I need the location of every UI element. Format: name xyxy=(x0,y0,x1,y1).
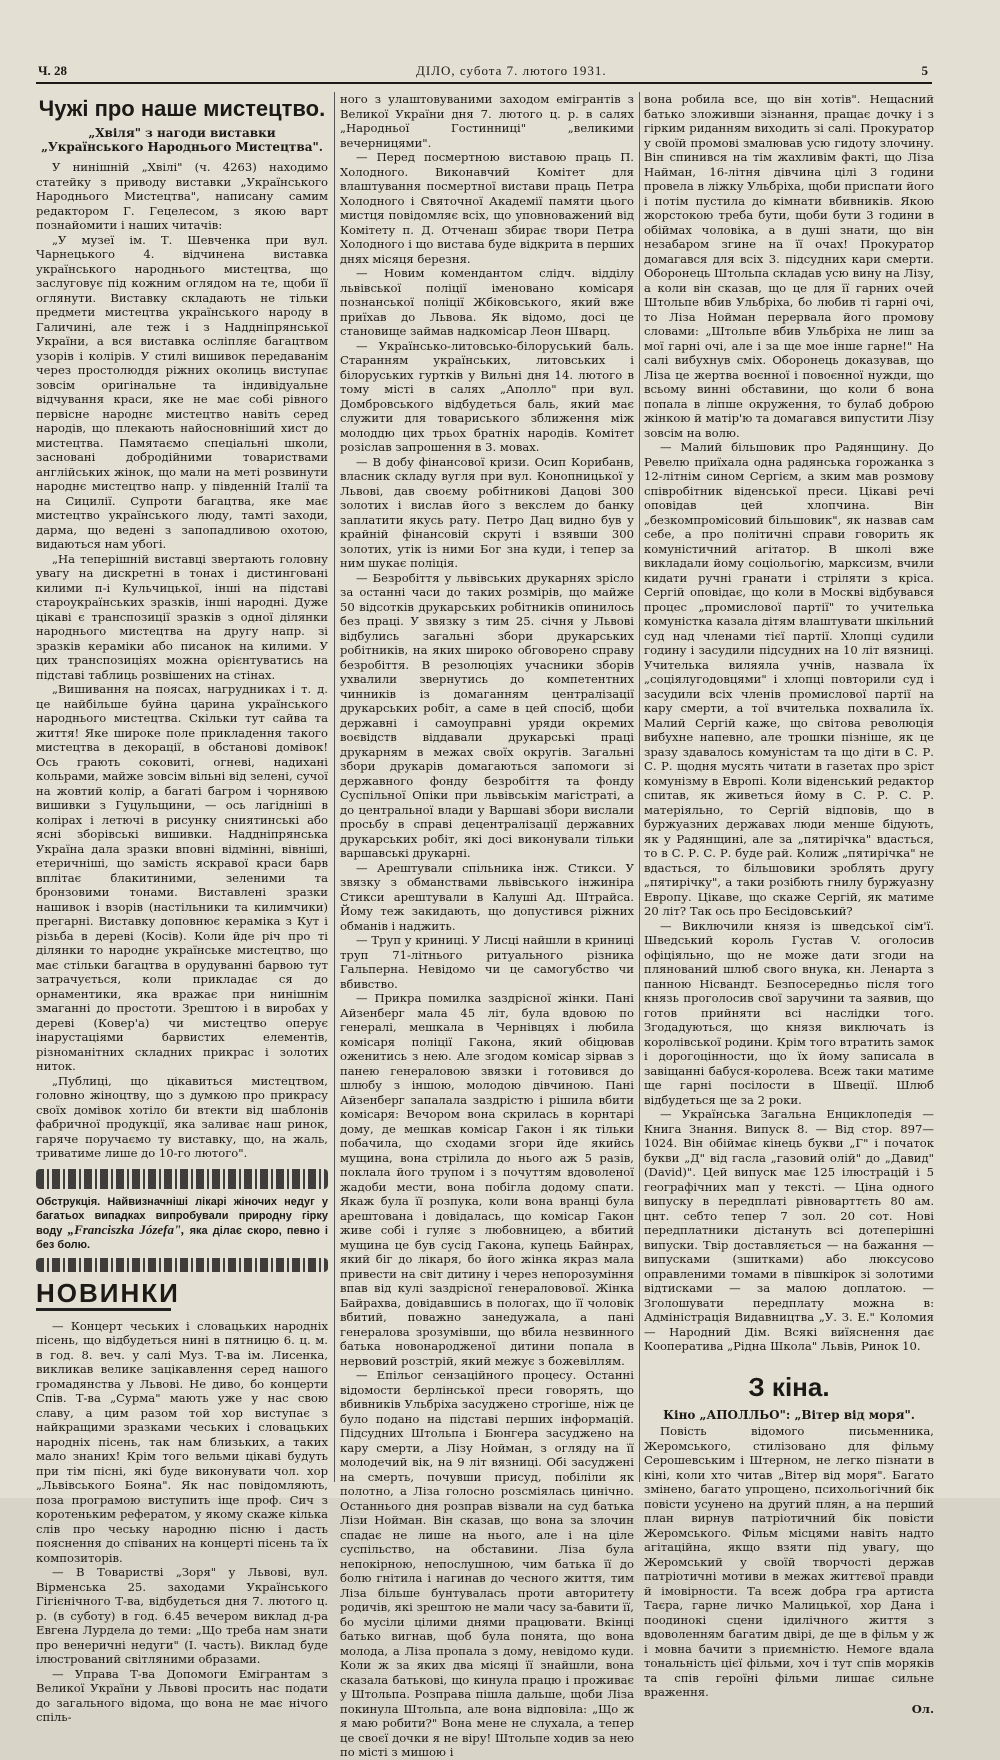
paragraph: „Вишивання на поясах, нагрудниках і т. д. це найбільше буйна царина українського народнього мистецтва. Скільки тут сайва та життя! Яке широке поле прикладення такого мистецтва в декорації, в обстанові домівок! Ось грають соковиті, огневі, надихані кольрами, майже зовсім вільні від зелені, сучої на жовтий колір, а багаті багром і чорнявою вишивки з Гуцульщини, — ось лагідніші в колірах і летючі в рисунку сниятинські або ясні зборівські вишивки. Наддніпрянська Україна дала зразки вповні відмінні, вівніші, етеричніші, що замість яскравої краси барв вплітає блакитиними, зеленими та бронзовими тонами. Виставлені зразки нашивок і взорів (настільники та килимчики) прегарні. Виставку доповнює кераміка з Кут і різьба в дереві (Косів). Коли йде річ про ті ділянки то народнє українське мистецтво, що має стільки багацтва в орудуванні барвою тут затрачується, коли прикладає ся до орнаментики, яка вражає при нинішнім змаганні до простоти. Зрештою і в виробах у дереві (Ковер'а) чи мистецтво оперує інарустаціями барвистих елементів, різноманітних складних прикрас і золотих ниток. xyxy=(36,682,328,1073)
paragraph: — В Товаристві „Зоря" у Львові, вул. Вірменська 25. заходами Українського Гігієнічного Т-ва, відбудеться дня 7. лютого ц. р. (в суботу) в год. 6.45 вечером виклад д-ра Евгена Лурдела до теми: „Що треба нам знати про венеричні недуги" (І. часть). Виклад буде ілюстрований світляними образами. xyxy=(36,1565,328,1666)
paragraph: — Українська Загальна Енциклопедія — Книга Знання. Випуск 8. — Від стор. 897—1024. Він обіймає кінець букви „Г" і початок букви „Д" від гасла „газовий олій" до „Давид" (David)". Цей випуск має 125 ілюстрацій і 5 географічних мап у тексті. — Ціна одного випуску в передплаті рівноварттєть 80 ам. цнт. себто тепер 7 зол. 20 сот. Нові передплатники дістануть всі дотеперішні випуски. Твір доставляється — на бажання — випусками (зшитками) або люксусово оправленими томами в півшкірок зі золотими відтисками — за малою доплатою. — Зголошувати передплату можна в: Адміністрація Видавництва „У. З. Е." Коломия — Народний Дім. Всякі виїяснення дає Кооператива „Рідна Школа" Львів, Ринок 10. xyxy=(644,1107,934,1353)
review-title: Кіно „АПОЛЛЬО": „Вітер від моря". xyxy=(663,1407,915,1422)
paragraph: — Малий більшовик про Радянщину. До Ревелю приїхала одна радянська горожанка з 12-літнім сином Сергієм, а зким мав розмову співробітник віденської преси. Цікаві речі оповідав цей хлопчина. Він „безкомпромісовий більшовик", як назвав сам себе, а про політичні справи говорить як комуністичний агітатор. В школі вже викладали йому соціольогію, марксизм, вчили кидати ручні гранати і стріляти з кріса. Сергій оповідає, що коли в Москві відбувався процес „промисловoї партії" то учителька комуністка казала дітям влаштувати шкільний суд над членами тієї партії. Хлопці судили годину і засудили підсудних на 10 літ вязниці. Учителька виляяла учнів, назвала їх „соціялугодовцями" і хлопці повторили суд і засудили всіх членів промислової партії на кару смерти, а тої вчителька похвалила їх. Малий Сергій каже, що світова революція вибухне напевно, але трошки пізніше, як це зразу здавалось комуністам та що діти в С. Р. С. Р. щодня мусять читати в газетах про зріст комунізму в Европі. Коли віденський редактор спитав, як живеться йому в С. Р. С. Р. матеріяльно, то Сергій відповів, що в буржуазних державах люди менше бідують, як у Радянщині, але за „пятирічка" вдасться, то в С. Р. С. Р. буде рай. Колиж „пятирічка" не вдасться, то більшовики зроблять другу „пятирічку", а таки розібють гнилу буржуазну Европу. Цікаве, що скаже Сергій, як матиме 20 літ? Так ось про Бесідовський? xyxy=(644,440,934,918)
column-3 xyxy=(644,92,934,1716)
masthead-title: ДІЛО, субота 7. лютого 1931. xyxy=(416,63,607,78)
section-heading-cinema: З кіна. xyxy=(748,1371,830,1402)
paragraph: — Управа Т-ва Допомоги Емігрантам з Великої України у Львові просить нас подати до загального відома, що вона не має нічого спіль- xyxy=(36,1666,328,1724)
paragraph: — Епільог сензаційного процесу. Останні відомости берлінської преси говорять, що вбивників Ульбріха засуджено строгіше, ніж це було подано на підставі перших інформацій. Підсудних Штольпа і Бюнгера засуджено на кару смерти, а Лізу Нойман, з огляду на її молодечий вік, на 9 літ вязниці. Обі засуджені на смерть, почувши присуд, побіліли як полотно, а Ліза голосно розсміялась цинічно. Останнього дня розправ візвали на суд батька Лізи Нойман. Він сказав, що вона за злочин спадає не лише на нього, але і на ціле суспільство, на обставини. Ліза була непокірною, непослушною, чим батька її до болю гнітила і нагинав до чесного життя, тим Ліза більше бунтувалась проти авторитету родичів, які зрештою не мали часу за-бавити її, бо мусіли цілими днями працювати. Вкінці батько вигнав, щоб була понята, що вона молода, а Ліза пропала з дому, невідомо куди. Коли ж за яких два місяці її знайшли, вона сказала батькові, що кинула працю і проживає у Штольпа. Розправа пішла дальше, щоби Ліза покинула Штольпа, але вона відповіла: „Що ж я маю робити?" Вона мене не слухала, а тепер це своєї дочки я не віру! Штольпе ходив за нею по місті з мишою і xyxy=(340,1368,634,1759)
paragraph: У нинішній „Хвілі" (ч. 4263) находимо статейку з приводу виставки „Українського Народнього Мистецтва", написану самим редактором Г. Гецелесом, з якою варт познайомити і наших читачів: xyxy=(36,160,328,232)
paragraph: — Арештували спільника інж. Стикси. У звязку з обманствами львівського інжиніра Стикси арештували в Калуші Ад. Штрайса. Йому теж закидають, що допустився ріжних обманів і наджить. xyxy=(340,860,634,933)
paragraph: — Труп у криниці. У Лисці найшли в криниці труп 71-літнього ритуального різника Гальперна. Невідомо чи це самогубство чи вбивство. xyxy=(340,933,634,991)
article-title: Чужі про наше мистецтво. xyxy=(38,96,326,121)
author-signature: Ол. xyxy=(911,1701,934,1716)
page-number: 5 xyxy=(921,63,928,78)
paragraph: — Новим комендантом слідч. відділу львівської поліції іменовано комісаря познанської поліції Жбіковського, який вже приїхав до Львова. Як відомо, досі це становище займав надкомісар Леон Шварц. xyxy=(340,266,634,338)
paragraph: — Виключили князя із шведської сім'ї. Шведський король Густав V. оголосив офіціяльно, що не може дати згоди на плянований шлюб свого внука, кн. Ленарта з панною Нісвандт. Безпосередньо після того князь проголосив свої заручини та заявив, що готов прийняти всі наслідки того. Згодадуються, що князя виключать із королівської родини. Крім того втратить замок і дорогоцінности, що їх йому записала в завіщанні бабуся-королева. Всеж таки матиме ще гарні посілости в Швеції. Шлюб відбудеться ще за 2 роки. xyxy=(644,918,934,1107)
paragraph: „Публиці, що цікавиться мистецтвом, головно жіноцтву, що з думкою про прикрасу своїх домівок хотіло би втекти від шаблонів фабричної продукції, яка заливає наш ринок, гаряче поручаємо ту виставку, що, на жаль, триватиме лише до 10-го лютого". xyxy=(36,1073,328,1160)
masthead xyxy=(36,64,932,84)
section-heading-news: НОВИНКИ xyxy=(36,1278,171,1311)
column-divider xyxy=(639,92,640,1482)
paragraph: — В добу фінансової кризи. Осип Корибанв, власник складу вугля при вул. Конопницької у Львові, дав своєму робітникові Дацові 300 золотих і вислав його з векслем до банку заплатити якусь рату. Петро Дац видно був у крайній фінансовій скруті і взявши 300 золотих, утік із ними Бог зна куди, і тепер за ним шукає поліція. xyxy=(340,454,634,570)
column-1 xyxy=(36,92,328,1724)
issue-number: Ч. 28 xyxy=(38,63,68,78)
paragraph: — Перед посмертною виставою праць П. Холодного. Виконавчий Комітет для влаштування посмертної вистави праць Петра Холодного і Святочної Академії памяти цього мистця повідомляє всіх, що уповноважений від Комітету п. Д. Отченаш збирає твори Петра Холодного і що вистава буде відкрита в перших днях місяця березня. xyxy=(340,150,634,266)
paragraph: „На теперішній виставці звертають головну увагу на дискретні в тонах і дистинговані килими п-і Кульчицької, інші на підставі староукраїнських зразків, інші народні. Дуже цікаві є транспозиції зразків з одної ділянки народнього мистецтва на другу напр. зі зразків кераміки або писанок на килими. У цих транспозиціях можна орієнтуватись на підставі таблиць розвішених на стінах. xyxy=(36,551,328,682)
ad-brand: „Franciszka Józefa", xyxy=(67,1221,185,1237)
paragraph: — Концерт чеських і словацьких народніх пісень, що відбудеться нині в пятницю 6. ц. м. в год. 8. веч. у салі Муз. Т-ва ім. Лисенка, викликав велике зацікавлення серед нашого громадянства у Львові. Не диво, бо концерти Спів. Т-ва „Сурма" мають уже у нас свою славу, а цим разом той хор виступає з найкращими зразками чеських і словацьких народніх пісень, так нам близьких, а таких мало знаних! Крім того вельми цікаві будуть при тім пісні, які буде виконувати чол. хор „Львівського Бояна". Як нас повідомляють, поза програмою виступить іще проф. Сич з коротеньким рефератом, у якому скаже кілька слів про чеську народню пісню і дасть пояснення до співаних на концерті пісень та їх композиторів. xyxy=(36,1318,328,1565)
ad-tail: яка ділає скоро, певно і без болю. xyxy=(36,1224,328,1251)
ornament-divider xyxy=(36,1258,328,1272)
paragraph: Повість відомого письменника, Жеромського, стилізовано для фільму Серошевським і Штерном, не легко пізнати в кіні, коли хто читав „Вітер від моря". Багато змінено, багато упрощено, психольогічний бік повісти усунено на другий плян, а на перший план вирнув патріотичний бік повісти Жеромського. Фільм місцями навіть надто агітаційна, якщо взяти під увагу, що Жеромський у своїй творчості держав патріотичні мотиви в межах життєвої правди й імовірности. Та всеж добра гра артиста Таєра, гарне личко Малицької, хор Дана і поодинокі сцени ідилічного життя з вдоволенням багатим двірі, де ще в фільм у ж і мовна бачити з приємністю. Немогe вдала тональність цієї фільми, хоч і тут спів моряків та спів героїні фільми лишає сильне враження. xyxy=(644,1424,934,1699)
paragraph: — Безробіття у львівських друкарнях зрісло за останні часи до таких розмірів, що майже 50 відсотків друкарських робітників опинилось без праці. У звязку з тим 25. січня у Львові відбулись загальні збори друкарських робітників, на яких широко обговорено справу безробіття. В резолюціях учасники зборів ухвалили звернутись до компетентних чинників із домаганням централізації друкарських робіт, а саме в цей спосіб, щоби державні і самоуправні уряди окремих воєвідств віддавали друкарські праці друкарням в межах своїх округів. Загальні збори друкарів домагаються запомоги зі державного фонду безробіття та фонду Суспільної Опіки при львівськім магістраті, а до центральної влади у Варшаві збори вислали просьбу в справі децентралізації державних друкарських робіт, які досі виконували тільки варшавські друкарні. xyxy=(340,570,634,860)
paragraph: — Прикра помилка заздрісної жінки. Пані Айзенберг мала 45 літ, була вдовою по генералі, мешкала в Чернівцях і любила комісаря поліції Гакона, який обіцював оженитись з нею. Але згодом комісар зірвав з панею генераловою звязки і готовився до шлюбу з іншою, молодою дівчиною. Пані Айзенберг запалала заздрістю і рішила вбити комісаря: Вечором вона скрилась в корнтарі дому, де мешкав комісар Гакон і як тільки побачила, що сходами згори йде якийсь мущина, вона стрілила до нього aж 5 разів, поклала його трупом і з почуттям вдоволеної жадоби мести, вона побігла додому спати. Якаж була її розпука, коли вона вранці була арештована і довідалась, що комісар Гакон живе собі і гуляє з любовницею, а вбитий мущина це був сусід Гакона, купець Байнрах, який біг до лікаря, бо його жінка якраз мала привести на світ дитину і через непорозуміння впав від кулі заздрісної генераловової. Жінка Байрахва, довідавшись в пологах, що її чоловік вбитий, поважно занедужала, а пані генералова зрозумівши, що вбила незвинного батька новонародженої дитини попала в нервовий розстрій, який межує з божевіллям. xyxy=(340,991,634,1368)
ad-text: Обструкція. Найвизначніші лікарі жіночих недуг у багатьох випадках випробували природну гірку воду xyxy=(36,1195,328,1237)
paragraph: вона робила все, що він хотів". Нещасний батько зложивши зізнання, пращає дочку і з гірким риданням виходить зі салі. Прокуратор у своїй промові змалював усю гидоту злочину. Він спинився на тім жахливім факті, що Ліза Найман, 16-літня дівчина цілі 3 години провела в ліжку Ульбріха, щоби приспати його і потім пустила до кімнати вбивників. Якою жорстокою треба бути, щоби бути 3 години в обіймах чоловіка, а в душі знати, що він незабаром згине на її очах! Прокуратор домагався для всіх 3. підсудних кари смерти. Оборонець Штольпа складав усю вину на Лізу, а коли він сказав, що це для її гарних очей Штольпе вбив Ульбріха, бо любив ті гарні очі, то Ліза Нойман перервала його промову словами: „Штольпе вбив Ульбріха не лиш за мої гарні очі, але і за ще мое інше гарне!" На салі вибухнув сміх. Оборонець доказував, що Ліза це жертва воєнної і повоєнної нужди, що всьому винні обставини, що коли б вона попала в ліпше окруження, то булаб доброю жінкою й матір'ю та домагався випустити Лізу зовсім на волю. xyxy=(644,92,934,440)
paragraph: — Українсько-литовсько-білоруський баль. Старанням українських, литовських і білоруських гуртків у Вильні дня 14. лютого в тому місті в салях „Аполло" при вул. Домбровського відбудеться баль, який має служити для товариського зближення між молоддю цих трьох братніх народів. Комітет розіслав запрошення в 3. мовах. xyxy=(340,338,634,454)
column-divider xyxy=(334,92,335,1482)
article-subtitle: „Хвіля" з нагоди виставки „Українського Народнього Мистецтва". xyxy=(41,126,323,154)
ornament-divider xyxy=(36,1169,328,1189)
paragraph: ного з улаштовуваними заходом емігрантів з Великої України дня 7. лютого ц. р. в салях „Народньої Гостинниці" „великими вечерницями". xyxy=(340,92,634,150)
column-2 xyxy=(340,92,634,1759)
paragraph: „У музеї ім. Т. Шевченка при вул. Чарнецького 4. відчинена виставка українського народнього мистецтва, що заслуговує під кожним оглядом на те, щоби її оглянути. Виставку складають не тільки предмети мистецтва українського народу в Галичині, але теж і з Наддніпрянської України, а вся виставка осліпляє багацтвом узорів і колірів. У стилі вишивок передаванім через простолюддя ріжних околиць виступає зовсім оригінальне та індивідуальне відчування краси, яке не має собі рівного первісне народнє мистецтво навіть серед народів, що плекають найосновніший хист до мистецтва. Памятаємо спеціальні школи, засновані добродійними товариствами англійських жінок, що мали на меті розвинути народнє мистецтво напр. у південній Італії та на Сицилії. Супроти багацтва, яке має мистецтво українського люду, тамті заходи, дарма, що ведені з запопадливою охотою, видаються нам убогі. xyxy=(36,232,328,551)
advertisement xyxy=(36,1195,328,1252)
